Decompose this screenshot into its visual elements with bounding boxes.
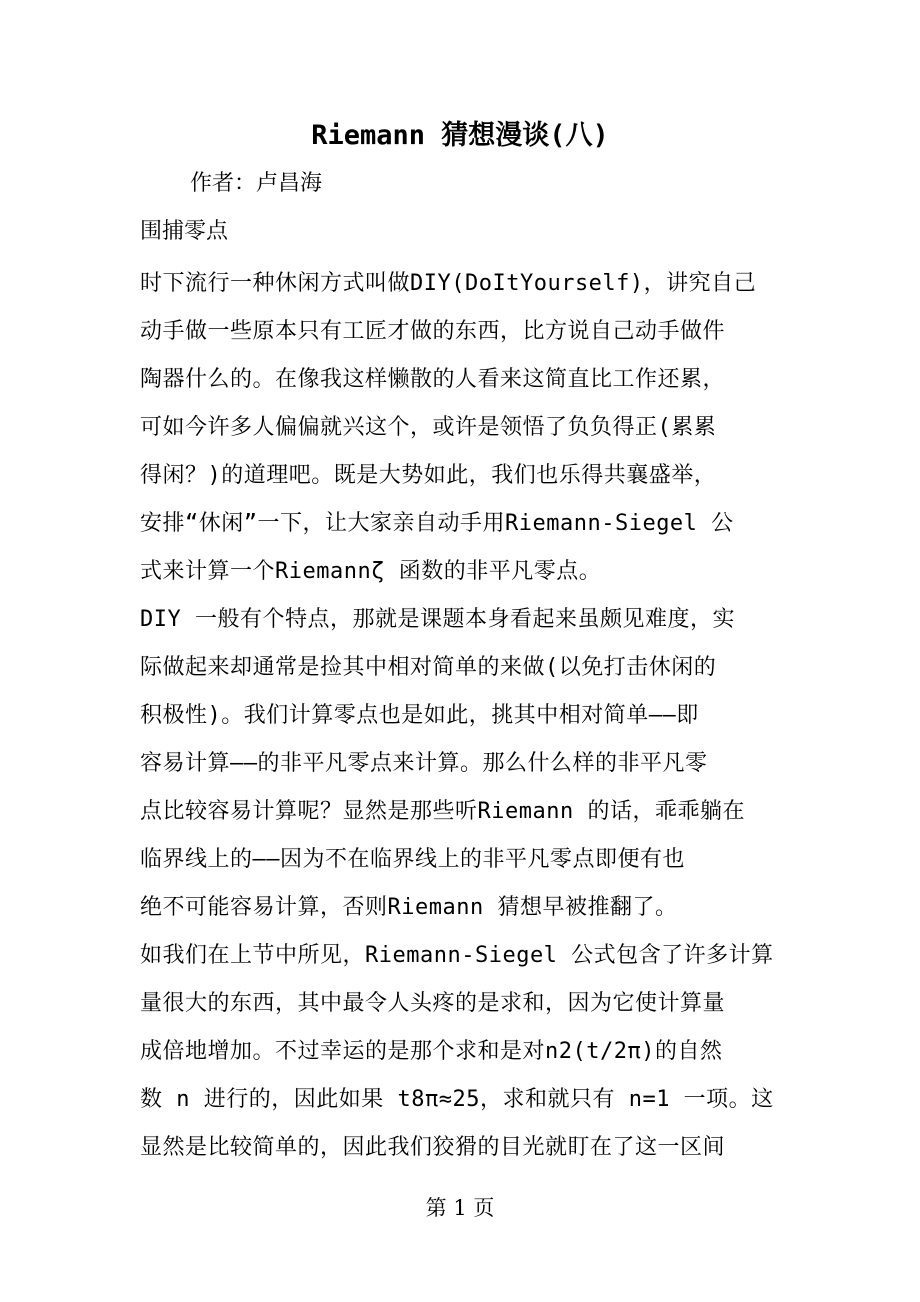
text-line: 陶器什么的。在像我这样懒散的人看来这简直比工作还累， [140, 367, 726, 392]
text-line: DIY 一般有个特点，那就是课题本身看起来虽颇见难度，实 [140, 607, 735, 632]
text-line: 动手做一些原本只有工匠才做的东西，比方说自己动手做件 [140, 319, 726, 344]
text-line: 式来计算一个Riemannζ 函数的非平凡零点。 [140, 559, 602, 584]
section-heading: 围捕零点 [140, 219, 229, 244]
text-line: 容易计算——的非平凡零点来计算。那么什么样的非平凡零 [140, 751, 708, 776]
paragraph-2 [140, 596, 780, 932]
text-line: 积极性)。我们计算零点也是如此，挑其中相对简单——即 [140, 703, 699, 728]
paragraph-1 [140, 260, 780, 596]
page-number-footer: 第 1 页 [425, 1196, 495, 1220]
text-line: 绝不可能容易计算，否则Riemann 猜想早被推翻了。 [140, 895, 678, 920]
paragraph-3 [140, 932, 780, 1172]
text-line: 成倍地增加。不过幸运的是那个求和是对n2(t/2π)的自然 [140, 1039, 723, 1064]
text-line: 显然是比较简单的，因此我们狡猾的目光就盯在了这一区间 [140, 1135, 726, 1160]
text-line: 点比较容易计算呢？显然是那些听Riemann 的话，乖乖躺在 [140, 799, 745, 824]
text-line: 时下流行一种休闲方式叫做DIY(DoItYourself)，讲究自己 [140, 271, 757, 296]
document-title: Riemann 猜想漫谈(八) [311, 120, 609, 151]
text-line: 量很大的东西，其中最令人头疼的是求和，因为它使计算量 [140, 991, 726, 1016]
author-line: 作者：卢昌海 [190, 171, 323, 196]
text-line: 可如今许多人偏偏就兴这个，或许是领悟了负负得正(累累 [140, 415, 717, 440]
text-line: 如我们在上节中所见，Riemann-Siegel 公式包含了许多计算 [140, 943, 774, 968]
text-line: 临界线上的——因为不在临界线上的非平凡零点即便有也 [140, 847, 685, 872]
text-line: 际做起来却通常是捡其中相对简单的来做(以免打击休闲的 [140, 655, 717, 680]
text-line: 安排“休闲”一下，让大家亲自动手用Riemann-Siegel 公 [140, 511, 734, 536]
text-line: 得闲？)的道理吧。既是大势如此，我们也乐得共襄盛举， [140, 463, 717, 488]
text-line: 数 n 进行的，因此如果 t8π≈25，求和就只有 n=1 一项。这 [140, 1087, 774, 1112]
